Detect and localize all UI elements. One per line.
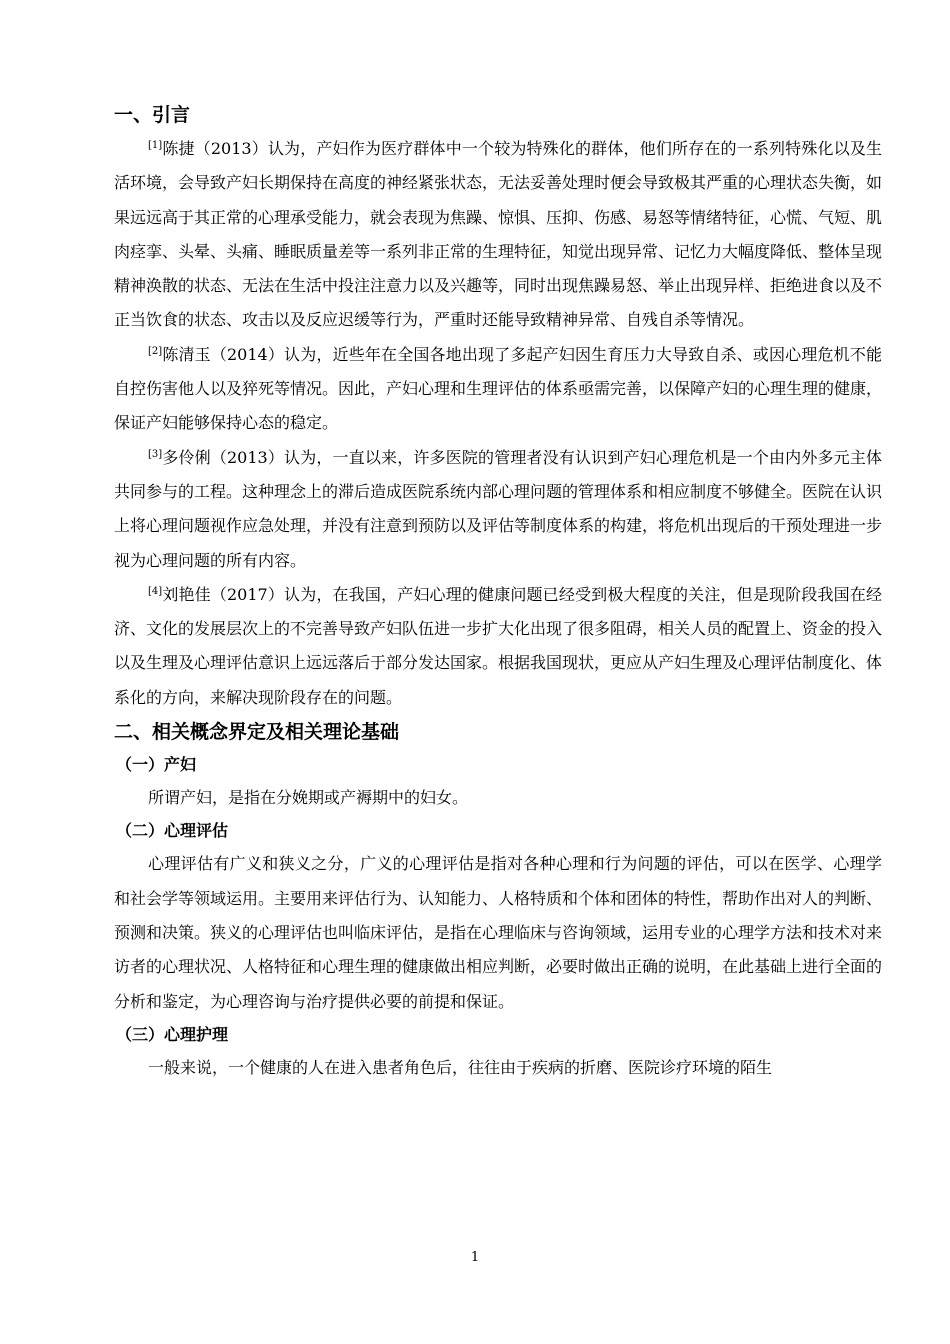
paragraph-3 (114, 441, 882, 578)
subheading-psych-assessment: （二）心理评估 (116, 821, 229, 841)
paragraph-psych-nursing: 一般来说，一个健康的人在进入患者角色后，往往由于疾病的折磨、医院诊疗环境的陌生 (148, 1057, 773, 1077)
citation-ref-4: [4] (148, 585, 163, 597)
paragraph-1-text: 陈捷（2013）认为，产妇作为医疗群体中一个较为特殊化的群体，他们所存在的一系列特殊化以及生活环境，会导致产妇长期保持在高度的神经紧张状态，无法妥善处理时便会导致极其严重的心理状态失衡，如果远远高于其正常的心理承受能力，就会表现为焦躁、惊惧、压抑、伤感、易怒等情绪特征，心慌、气短、肌肉痉挛、头晕、头痛、睡眠质量差等一系列非正常的生理特征，知觉出现异常、记忆力大幅度降低、整体呈现精神涣散的状态、无法在生活中投注注意力以及兴趣等，同时出现焦躁易怒、举止出现异样、拒绝进食以及不正当饮食的状态、攻击以及反应迟缓等行为，严重时还能导致精神异常、自残自杀等情况。 (114, 139, 883, 330)
paragraph-3-text: 多伶俐（2013）认为，一直以来，许多医院的管理者没有认识到产妇心理危机是一个由内外多元主体共同参与的工程。这种理念上的滞后造成医院系统内部心理问题的管理体系和相应制度不够健全。医院在认识上将心理问题视作应急处理，并没有注意到预防以及评估等制度体系的构建，将危机出现后的干预处理进一步视为心理问题的所有内容。 (114, 447, 883, 570)
section-heading-concepts: 二、相关概念界定及相关理论基础 (114, 721, 400, 744)
paragraph-parturient: 所谓产妇，是指在分娩期或产褥期中的妇女。 (148, 788, 469, 808)
subheading-psych-nursing: （三）心理护理 (116, 1024, 229, 1044)
section-heading-introduction: 一、引言 (114, 104, 191, 126)
citation-ref-2: [2] (148, 345, 163, 357)
subheading-parturient: （一）产妇 (116, 755, 197, 775)
paragraph-4-text: 刘艳佳（2017）认为，在我国，产妇心理的健康问题已经受到极大程度的关注，但是现阶段我国在经济、文化的发展层次上的不完善导致产妇队伍进一步扩大化出现了很多阻碍，相关人员的配置上、资金的投入以及生理及心理评估意识上远远落后于部分发达国家。根据我国现状，更应从产妇生理及心理评估制度化、体系化的方向，来解决现阶段存在的问题。 (114, 584, 883, 707)
paragraph-2 (114, 338, 882, 441)
citation-ref-3: [3] (148, 448, 163, 460)
paragraph-psych-assessment: 心理评估有广义和狭义之分，广义的心理评估是指对各种心理和行为问题的评估，可以在医学、心理学和社会学等领域运用。主要用来评估行为、认知能力、人格特质和个体和团体的特性，帮助作出对人的判断、预测和决策。狭义的心理评估也叫临床评估，是指在心理临床与咨询领域，运用专业的心理学方法和技术对来访者的心理状况、人格特征和心理生理的健康做出相应判断，必要时做出正确的说明，在此基础上进行全面的分析和鉴定，为心理咨询与治疗提供必要的前提和保证。 (114, 854, 883, 1011)
paragraph-4 (114, 578, 882, 715)
citation-ref-1: [1] (148, 140, 163, 151)
document-body (114, 98, 882, 1085)
paragraph-1 (114, 132, 882, 338)
page-number: 1 (470, 1250, 480, 1265)
paragraph-2-text: 陈清玉（2014）认为，近些年在全国各地出现了多起产妇因生育压力大导致自杀、或因心理危机不能自控伤害他人以及猝死等情况。因此，产妇心理和生理评估的体系亟需完善，以保障产妇的心理生理的健康，保证产妇能够保持心态的稳定。 (114, 344, 883, 433)
